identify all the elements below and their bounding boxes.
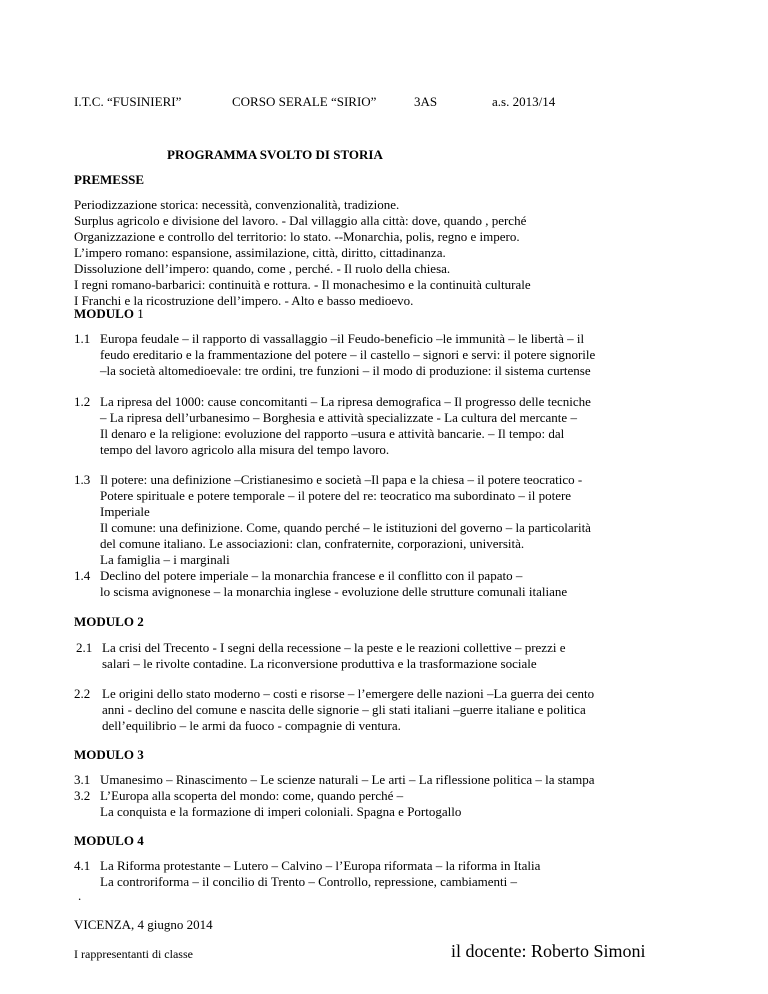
- stray-dot: .: [78, 888, 82, 903]
- premesse-line: Surplus agricolo e divisione del lavoro. - Dal villaggio alla città: dove, quando , perché: [74, 213, 527, 228]
- item-line: feudo ereditario e la frammentazione del potere – il castello – signori e servi: il potere signorile: [100, 347, 596, 362]
- premesse-line: Periodizzazione storica: necessità, convenzionalità, tradizione.: [74, 197, 400, 212]
- item-line: La ripresa del 1000: cause concomitanti – La ripresa demografica – Il progresso delle tecniche: [100, 394, 591, 409]
- premesse-line: L’impero romano: espansione, assimilazione, città, diritto, cittadinanza.: [74, 245, 446, 260]
- module-2-heading: [74, 614, 144, 630]
- item-line: Il denaro e la religione: evoluzione del rapporto –usura e attività bancarie. – Il tempo: dal: [100, 426, 565, 441]
- module-heading-label: MODULO 3: [74, 747, 144, 762]
- item-line: Imperiale: [100, 504, 150, 519]
- item-line: Potere spirituale e potere temporale – il potere del re: teocratico ma subordinato – il potere: [100, 488, 572, 503]
- premesse-line: Organizzazione e controllo del territorio: lo stato. --Monarchia, polis, regno e impero.: [74, 229, 520, 244]
- item-number: 1.1: [74, 331, 91, 346]
- item-line: La controriforma – il concilio di Trento – Controllo, repressione, cambiamenti –: [100, 874, 517, 889]
- item-number: 1.2: [74, 394, 91, 409]
- premesse-line: Dissoluzione dell’impero: quando, come , perché. - Il ruolo della chiesa.: [74, 261, 451, 276]
- item-line: La Riforma protestante – Lutero – Calvino – l’Europa riformata – la riforma in Italia: [100, 858, 541, 873]
- item-line: Umanesimo – Rinascimento – Le scienze naturali – Le arti – La riflessione politica – la stampa: [100, 772, 595, 787]
- item-line: L’Europa alla scoperta del mondo: come, quando perché –: [100, 788, 404, 803]
- item-line: dell’equilibrio – le armi da fuoco - compagnie di ventura.: [102, 718, 401, 733]
- item-line: La conquista e la formazione di imperi coloniali. Spagna e Portogallo: [100, 804, 462, 819]
- school-name: I.T.C. “FUSINIERI”: [74, 94, 182, 109]
- item-line: lo scisma avignonese – la monarchia inglese - evoluzione delle strutture comunali italiane: [100, 584, 568, 599]
- module-4-heading: [74, 833, 144, 849]
- item-line: Il comune: una definizione. Come, quando perché – le istituzioni del governo – la particolarità: [100, 520, 591, 535]
- item-number: 2.1: [76, 640, 93, 655]
- item-line: Le origini dello stato moderno – costi e risorse – l’emergere delle nazioni –La guerra dei cento: [102, 686, 595, 701]
- premesse-lines: [74, 197, 704, 309]
- module-3-heading: [74, 747, 144, 763]
- item-line: Declino del potere imperiale – la monarchia francese e il conflitto con il papato –: [100, 568, 523, 583]
- school-year: a.s. 2013/14: [492, 94, 556, 109]
- signature-date: VICENZA, 4 giugno 2014: [74, 917, 213, 932]
- item-number: 2.2: [74, 686, 91, 701]
- premesse-line: I Franchi e la ricostruzione dell’impero. - Alto e basso medioevo.: [74, 293, 414, 308]
- item-number: 1.4: [74, 568, 91, 583]
- module-1-heading: [74, 306, 144, 322]
- header-row: [0, 94, 768, 110]
- item-number: 3.2: [74, 788, 91, 803]
- item-line: – La ripresa dell’urbanesimo – Borghesia e attività specializzate - La cultura del mercante –: [100, 410, 577, 425]
- item-line: –la società altomedioevale: tre ordini, tre funzioni – il modo di produzione: il sistema curtense: [100, 363, 591, 378]
- item-number: 1.3: [74, 472, 91, 487]
- item-line: anni - declino del comune e nascita delle signorie – gli stati italiani –guerre italiane e politica: [102, 702, 586, 717]
- page-title: PROGRAMMA SVOLTO DI STORIA: [167, 147, 383, 162]
- item-number: 3.1: [74, 772, 91, 787]
- premesse-line: I regni romano-barbarici: continuità e rottura. - Il monachesimo e la continuità culturale: [74, 277, 531, 292]
- premesse-heading: PREMESSE: [74, 172, 145, 187]
- class-name: 3AS: [414, 94, 438, 109]
- item-line: La crisi del Trecento - I segni della recessione – la peste e le reazioni collettive – prezzi e: [102, 640, 566, 655]
- teacher-signature: il docente: Roberto Simoni: [451, 941, 646, 961]
- module-heading-label: MODULO: [74, 306, 134, 321]
- class-representatives: I rappresentanti di classe: [74, 947, 193, 961]
- item-line: La famiglia – i marginali: [100, 552, 230, 567]
- module-heading-number: 1: [133, 306, 144, 321]
- item-line: tempo del lavoro agricolo alla misura del tempo lavoro.: [100, 442, 390, 457]
- item-number: 4.1: [74, 858, 91, 873]
- item-line: Europa feudale – il rapporto di vassallaggio –il Feudo-beneficio –le immunità – le libertà – il: [100, 331, 585, 346]
- course-name: CORSO SERALE “SIRIO”: [232, 94, 377, 109]
- item-line: Il potere: una definizione –Cristianesimo e società –Il papa e la chiesa – il potere teocratico -: [100, 472, 583, 487]
- item-line: del comune italiano. Le associazioni: clan, confraternite, corporazioni, università.: [100, 536, 525, 551]
- module-heading-label: MODULO 4: [74, 833, 144, 848]
- item-line: salari – le rivolte contadine. La riconversione produttiva e la trasformazione sociale: [102, 656, 537, 671]
- module-heading-label: MODULO 2: [74, 614, 144, 629]
